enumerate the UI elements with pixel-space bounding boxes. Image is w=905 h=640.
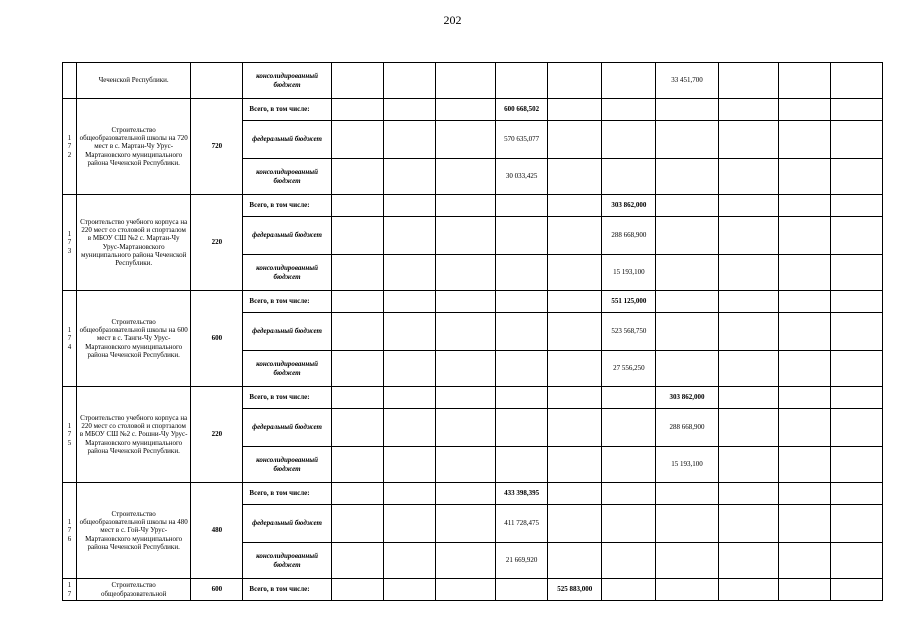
object-name-cell: Строительство общеобразовательной школы на 600 мест в с. Танги-Чу Урус-Мартановского муниципального района Чеченской Республики. [77,291,191,387]
row-number-digit: 1 [67,326,72,335]
amount-cell [778,195,830,217]
amount-cell [778,579,830,601]
amount-cell [656,195,718,217]
row-number-digit: 1 [67,134,72,143]
amount-cell [602,63,656,99]
amount-cell [331,313,383,351]
amount-cell [718,387,778,409]
amount-cell [331,195,383,217]
amount-cell [656,159,718,195]
amount-cell [778,99,830,121]
amount-cell [718,291,778,313]
amount-cell: 303 862,000 [656,387,718,409]
amount-cell [435,387,495,409]
amount-cell [602,409,656,447]
amount-cell [548,121,602,159]
budget-label-cell: консолидированный бюджет [243,447,331,483]
amount-cell [435,543,495,579]
amount-cell [778,409,830,447]
amount-cell [383,505,435,543]
capacity-cell: 480 [191,483,243,579]
budget-label-cell: консолидированный бюджет [243,255,331,291]
amount-cell [656,255,718,291]
row-number-cell [63,99,77,195]
budget-label-cell: федеральный бюджет [243,409,331,447]
row-number-digit: 2 [67,150,72,159]
amount-cell [331,217,383,255]
row-number-digit: 7 [67,430,72,439]
table-body [63,63,883,601]
amount-cell [331,409,383,447]
row-number-digit: 1 [67,422,72,431]
budget-label-cell: федеральный бюджет [243,217,331,255]
amount-cell: 570 635,077 [496,121,548,159]
amount-cell [435,291,495,313]
object-name-cell: Строительство учебного корпуса на 220 мест со столовой и спортзалом в МБОУ СШ №2 с. Мартан-Чу Урус-Мартановского муниципального района Чеченской Республики. [77,195,191,291]
amount-cell [718,409,778,447]
amount-cell [496,447,548,483]
budget-label-cell: Всего, в том числе: [243,195,331,217]
amount-cell [830,483,882,505]
capacity-cell: 220 [191,195,243,291]
amount-cell: 523 568,750 [602,313,656,351]
amount-cell [435,217,495,255]
amount-cell [830,255,882,291]
table-row [63,387,883,409]
budget-label-cell: консолидированный бюджет [243,159,331,195]
amount-cell [718,217,778,255]
amount-cell [548,63,602,99]
amount-cell [656,351,718,387]
amount-cell [602,121,656,159]
row-number-cell [63,579,77,601]
amount-cell [548,195,602,217]
amount-cell [602,505,656,543]
amount-cell [331,255,383,291]
amount-cell [383,217,435,255]
amount-cell [548,543,602,579]
amount-cell [778,313,830,351]
amount-cell [548,291,602,313]
amount-cell [656,313,718,351]
table-row [63,579,883,601]
amount-cell [383,579,435,601]
amount-cell [602,543,656,579]
amount-cell [718,159,778,195]
amount-cell [602,483,656,505]
amount-cell: 551 125,000 [602,291,656,313]
amount-cell [830,63,882,99]
amount-cell [718,255,778,291]
capacity-cell [191,63,243,99]
amount-cell [718,505,778,543]
amount-cell [718,195,778,217]
budget-label-cell: федеральный бюджет [243,505,331,543]
amount-cell [383,159,435,195]
amount-cell [548,505,602,543]
amount-cell [718,351,778,387]
budget-label-cell: федеральный бюджет [243,313,331,351]
amount-cell [435,483,495,505]
budget-table [62,62,883,601]
amount-cell: 303 862,000 [602,195,656,217]
amount-cell [778,543,830,579]
amount-cell [778,291,830,313]
amount-cell [548,313,602,351]
amount-cell [602,99,656,121]
amount-cell [383,195,435,217]
amount-cell [830,217,882,255]
amount-cell [778,447,830,483]
row-number-cell [63,63,77,99]
row-number-digit: 1 [67,518,72,527]
amount-cell [778,255,830,291]
row-number-digit: 7 [67,238,72,247]
amount-cell [331,351,383,387]
row-number-digit: 7 [67,142,72,151]
row-number-digit: 6 [67,534,72,543]
amount-cell [435,63,495,99]
table-row [63,483,883,505]
amount-cell [602,447,656,483]
row-number-digit: 7 [67,334,72,343]
budget-label-cell: консолидированный бюджет [243,543,331,579]
amount-cell [435,99,495,121]
row-number-cell [63,483,77,579]
amount-cell: 33 451,700 [656,63,718,99]
amount-cell [331,505,383,543]
row-number-cell [63,387,77,483]
amount-cell [496,291,548,313]
amount-cell: 15 193,100 [656,447,718,483]
amount-cell [778,217,830,255]
amount-cell: 27 556,250 [602,351,656,387]
row-number-digit: 3 [67,246,72,255]
row-number-digit: 5 [67,438,72,447]
budget-label-cell: федеральный бюджет [243,121,331,159]
capacity-cell: 600 [191,579,243,601]
amount-cell [778,387,830,409]
amount-cell [656,99,718,121]
amount-cell [496,217,548,255]
amount-cell [435,447,495,483]
budget-label-cell: Всего, в том числе: [243,99,331,121]
amount-cell [718,121,778,159]
row-number-digit: 7 [67,589,72,598]
amount-cell [718,483,778,505]
amount-cell: 21 669,920 [496,543,548,579]
amount-cell [383,409,435,447]
amount-cell [830,447,882,483]
amount-cell [383,351,435,387]
amount-cell [548,99,602,121]
row-number-cell [63,195,77,291]
object-name-cell: Чеченской Республики. [77,63,191,99]
amount-cell [548,447,602,483]
capacity-cell: 720 [191,99,243,195]
capacity-cell: 600 [191,291,243,387]
amount-cell [778,505,830,543]
budget-label-cell: Всего, в том числе: [243,387,331,409]
capacity-cell: 220 [191,387,243,483]
amount-cell [656,217,718,255]
table-row [63,99,883,121]
amount-cell [496,387,548,409]
row-number-cell [63,291,77,387]
amount-cell [331,159,383,195]
amount-cell [331,387,383,409]
amount-cell [435,159,495,195]
amount-cell [331,579,383,601]
row-number-digit: 1 [67,581,72,590]
amount-cell [383,99,435,121]
amount-cell [830,195,882,217]
row-number-digit: 4 [67,342,72,351]
amount-cell [435,505,495,543]
amount-cell [602,579,656,601]
row-number-digit: 7 [67,526,72,535]
budget-label-cell: консолидированный бюджет [243,351,331,387]
amount-cell [830,409,882,447]
budget-label-cell: Всего, в том числе: [243,579,331,601]
amount-cell: 433 398,395 [496,483,548,505]
amount-cell [718,313,778,351]
amount-cell [331,483,383,505]
amount-cell [435,579,495,601]
amount-cell [383,313,435,351]
amount-cell [656,291,718,313]
table-row [63,291,883,313]
amount-cell [331,447,383,483]
amount-cell [718,99,778,121]
budget-label-cell: Всего, в том числе: [243,483,331,505]
amount-cell [718,579,778,601]
amount-cell [496,409,548,447]
amount-cell [830,313,882,351]
amount-cell [496,351,548,387]
amount-cell [383,387,435,409]
amount-cell [383,291,435,313]
amount-cell [718,63,778,99]
amount-cell [496,63,548,99]
amount-cell [656,121,718,159]
amount-cell [718,447,778,483]
amount-cell [656,543,718,579]
table-row [63,195,883,217]
amount-cell [548,387,602,409]
amount-cell [602,159,656,195]
amount-cell: 30 033,425 [496,159,548,195]
amount-cell [778,121,830,159]
amount-cell [435,195,495,217]
amount-cell [602,387,656,409]
amount-cell [331,121,383,159]
amount-cell [383,121,435,159]
amount-cell [435,351,495,387]
amount-cell [718,543,778,579]
amount-cell [778,483,830,505]
amount-cell [383,63,435,99]
amount-cell: 288 668,900 [602,217,656,255]
amount-cell [435,409,495,447]
page-number: 202 [443,13,462,27]
amount-cell [496,195,548,217]
object-name-cell: Строительство общеобразовательной школы на 480 мест в с. Гой-Чу Урус-Мартановского муниципального района Чеченской Республики. [77,483,191,579]
amount-cell [548,159,602,195]
amount-cell [830,543,882,579]
amount-cell [496,579,548,601]
amount-cell [548,255,602,291]
amount-cell [435,313,495,351]
budget-label-cell: Всего, в том числе: [243,291,331,313]
amount-cell [435,255,495,291]
amount-cell: 525 883,000 [548,579,602,601]
amount-cell [548,351,602,387]
amount-cell: 288 668,900 [656,409,718,447]
amount-cell [656,505,718,543]
amount-cell [656,579,718,601]
amount-cell [548,409,602,447]
amount-cell [656,483,718,505]
amount-cell [778,159,830,195]
amount-cell [435,121,495,159]
amount-cell: 600 668,502 [496,99,548,121]
amount-cell [830,291,882,313]
amount-cell [830,351,882,387]
amount-cell [548,483,602,505]
amount-cell [778,351,830,387]
amount-cell: 15 193,100 [602,255,656,291]
amount-cell [830,121,882,159]
object-name-cell: Строительство учебного корпуса на 220 мест со столовой и спортзалом в МБОУ СШ №2 с. Рошни-Чу Урус-Мартановского муниципального района Чеченской Республики. [77,387,191,483]
object-name-cell: Строительство общеобразовательной [77,579,191,601]
table-row [63,63,883,99]
amount-cell [778,63,830,99]
amount-cell [496,313,548,351]
amount-cell [383,447,435,483]
amount-cell [830,387,882,409]
amount-cell [331,99,383,121]
amount-cell [830,159,882,195]
amount-cell [830,99,882,121]
amount-cell [830,579,882,601]
amount-cell [383,543,435,579]
amount-cell [383,483,435,505]
amount-cell [331,291,383,313]
budget-label-cell: консолидированный бюджет [243,63,331,99]
amount-cell [383,255,435,291]
amount-cell [331,63,383,99]
amount-cell [830,505,882,543]
object-name-cell: Строительство общеобразовательной школы на 720 мест в с. Мартан-Чу Урус-Мартановского муниципального района Чеченской Республики. [77,99,191,195]
amount-cell: 411 728,475 [496,505,548,543]
amount-cell [548,217,602,255]
amount-cell [496,255,548,291]
row-number-digit: 1 [67,230,72,239]
amount-cell [331,543,383,579]
